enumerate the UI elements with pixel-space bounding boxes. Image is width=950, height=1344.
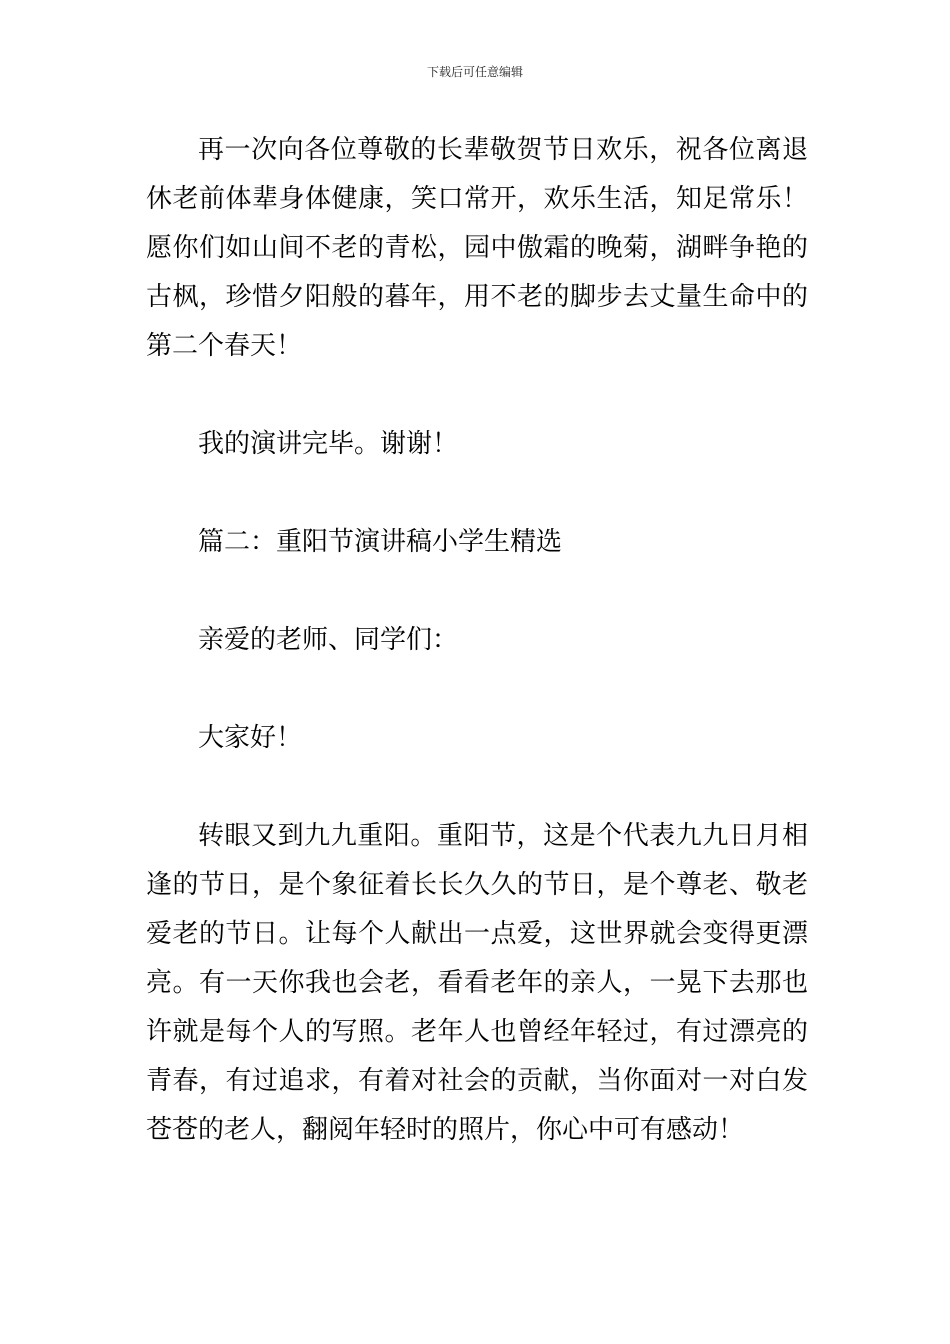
paragraph-closing-wishes: 再一次向各位尊敬的长辈敬贺节日欢乐，祝各位离退休老前体辈身体健康，笑口常开，欢乐生活，知足常乐！愿你们如山间不老的青松，园中傲霜的晚菊，湖畔争艳的古枫，珍惜夕阳般的暮年，用不老的脚步去丈量生命中的第二个春天！ [146,135,808,361]
paragraph-greeting: 大家好！ [198,723,303,753]
paragraph-speech-end: 我的演讲完毕。谢谢！ [198,429,459,459]
document-body [146,126,808,1155]
page-header: 下载后可任意编辑 [426,65,523,79]
paragraph-main-text: 转眼又到九九重阳。重阳节，这是个代表九九日月相逢的节日，是个象征着长长久久的节日，是个尊老、敬老爱老的节日。让每个人献出一点爱，这世界就会变得更漂亮。有一天你我也会老，看看老年的亲人，一晃下去那也许就是每个人的写照。老年人也曾经年轻过，有过漂亮的青春，有过追求，有着对社会的贡献，当你面对一对白发苍苍的老人，翻阅年轻时的照片，你心中可有感动！ [146,821,808,1145]
paragraph-salutation: 亲爱的老师、同学们： [198,625,459,655]
section-heading: 篇二：重阳节演讲稿小学生精选 [198,527,563,557]
